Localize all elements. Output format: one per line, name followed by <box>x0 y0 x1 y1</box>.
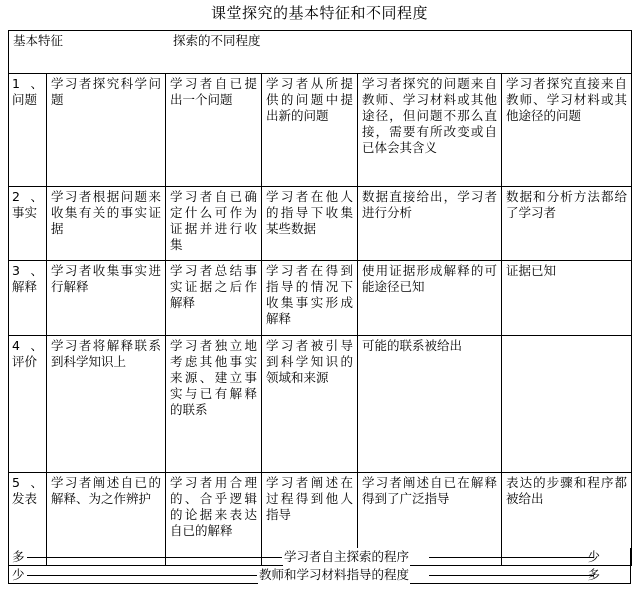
autonomy-scale-row <box>8 548 631 566</box>
basic-feature-header: 基本特征 <box>13 33 64 48</box>
level-cell: 学习者探究的问题来自教师、学习材料或其他途径，但问题不那么直接，需要有所改变或自已体会其含义 <box>358 74 502 187</box>
level-cell: 学习者用合理的、合乎逻辑的论据来表达自已的解释 <box>166 473 262 566</box>
table-row <box>9 74 632 187</box>
guidance-scale-left: 少 <box>12 567 25 582</box>
level-cell: 证据已知 <box>502 261 632 335</box>
feature-cell: 学习者根据问题来收集有关的事实证据 <box>47 187 166 261</box>
level-cell: 学习者独立地考虑其他事实来源、建立事实与已有解释的联系 <box>166 335 262 473</box>
feature-cell: 学习者收集事实进行解释 <box>47 261 166 335</box>
stage-cell: 4、评价 <box>9 335 47 473</box>
feature-cell: 学习者探究科学问题 <box>47 74 166 187</box>
autonomy-scale-right: 少 <box>587 549 600 564</box>
level-cell: 使用证据形成解释的可能途径已知 <box>358 261 502 335</box>
level-cell <box>502 335 632 473</box>
table-row <box>9 261 632 335</box>
page-title: 课堂探究的基本特征和不同程度 <box>210 4 428 22</box>
inquiry-features-table <box>8 30 632 566</box>
table-header-cell <box>9 31 632 74</box>
autonomy-scale-label: 学习者自主探索的程序 <box>284 549 410 564</box>
scale-line <box>27 557 282 558</box>
table-row <box>9 335 632 473</box>
level-cell: 学习者自已提出一个问题 <box>166 74 262 187</box>
level-cell: 学习者总结事实证据之后作解释 <box>166 261 262 335</box>
table-row <box>9 187 632 261</box>
level-cell: 学习者探究直接来自教师、学习材料或其他途径的问题 <box>502 74 632 187</box>
level-cell: 学习者在得到指导的情况下收集事实形成解释 <box>262 261 358 335</box>
stage-cell: 3、解释 <box>9 261 47 335</box>
level-cell: 学习者阐述自已在解释得到了广泛指导 <box>358 473 502 566</box>
feature-cell: 学习者阐述自已的解释、为之作辨护 <box>47 473 166 566</box>
level-cell: 学习者从所提供的问题中提出新的问题 <box>262 74 358 187</box>
level-cell: 数据和分析方法都给了学习者 <box>502 187 632 261</box>
table-header-row <box>9 31 632 74</box>
guidance-scale-label: 教师和学习材料指导的程度 <box>259 567 410 582</box>
level-cell: 学习者阐述在过程得到他人指导 <box>262 473 358 566</box>
guidance-scale-row <box>8 566 631 584</box>
level-cell: 可能的联系被给出 <box>358 335 502 473</box>
feature-cell: 学习者将解释联系到科学知识上 <box>47 335 166 473</box>
scale-line <box>429 575 594 576</box>
scale-line <box>429 557 594 558</box>
level-cell: 学习者自已确定什么可作为证据并进行收集 <box>166 187 262 261</box>
level-cell: 数据直接给出，学习者进行分析 <box>358 187 502 261</box>
guidance-scale-right: 多 <box>587 567 600 582</box>
stage-cell: 2、事实 <box>9 187 47 261</box>
level-cell: 表达的步骤和程序都被给出 <box>502 473 632 566</box>
autonomy-scale-left: 多 <box>12 549 25 564</box>
stage-cell: 5、发表 <box>9 473 47 566</box>
stage-cell: 1、问题 <box>9 74 47 187</box>
degree-header: 探索的不同程度 <box>173 33 261 48</box>
level-cell: 学习者在他人的指导下收集某些数据 <box>262 187 358 261</box>
level-cell: 学习者被引导到科学知识的领域和来源 <box>262 335 358 473</box>
scale-line <box>27 575 257 576</box>
